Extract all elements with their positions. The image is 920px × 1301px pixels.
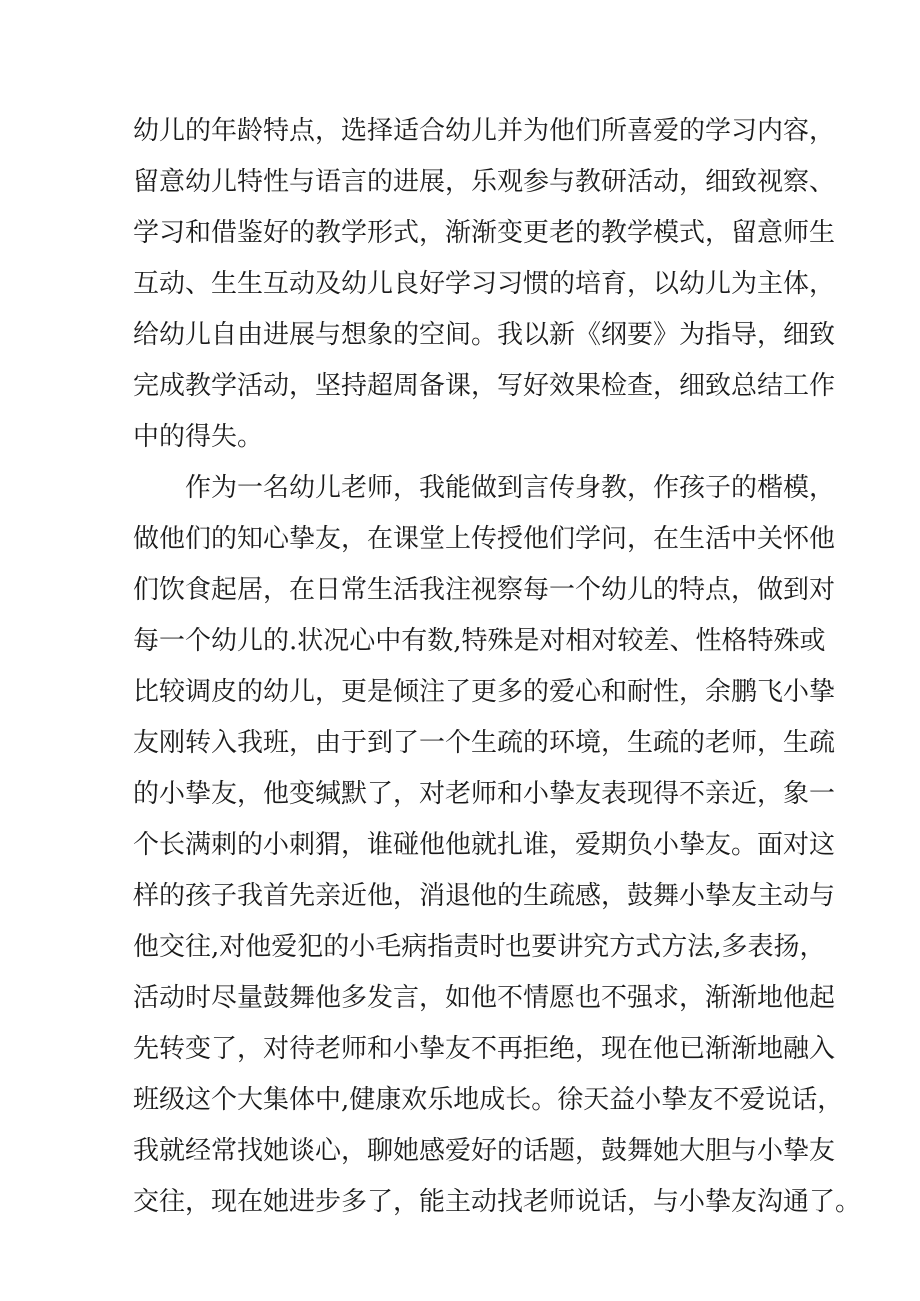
- paragraph-2-line-9: 样的孩子我首先亲近他，消退他的生疏感，鼓舞小挚友主动与: [133, 881, 836, 911]
- paragraph-1-line-2: 留意幼儿特性与语言的进展，乐观参与教研活动，细致视察、: [133, 167, 836, 197]
- paragraph-2-line-15: 交往，现在她进步多了，能主动找老师说话，与小挚友沟通了。: [133, 1187, 862, 1217]
- paragraph-2-line-4: 每一个幼儿的.状况心中有数,特殊是对相对较差、性格特殊或: [133, 626, 826, 656]
- paragraph-1-line-1: 幼儿的年龄特点，选择适合幼儿并为他们所喜爱的学习内容，: [133, 116, 836, 146]
- paragraph-2-line-1: 作为一名幼儿老师，我能做到言传身教，作孩子的楷模，: [185, 473, 836, 503]
- paragraph-1-line-5: 给幼儿自由进展与想象的空间。我以新《纲要》为指导，细致: [133, 320, 836, 350]
- paragraph-2-line-13: 班级这个大集体中,健康欢乐地成长。徐天益小挚友不爱说话，: [133, 1085, 844, 1115]
- paragraph-1-line-7: 中的得失。: [133, 422, 264, 452]
- paragraph-2-line-2: 做他们的知心挚友，在课堂上传授他们学问，在生活中关怀他: [133, 524, 836, 554]
- paragraph-1-line-3: 学习和借鉴好的教学形式，渐渐变更老的教学模式，留意师生: [133, 218, 836, 248]
- paragraph-2-line-12: 先转变了，对待老师和小挚友不再拒绝，现在他已渐渐地融入: [133, 1034, 836, 1064]
- paragraph-1-line-6: 完成教学活动，坚持超周备课，写好效果检查，细致总结工作: [133, 371, 836, 401]
- paragraph-2-line-6: 友刚转入我班，由于到了一个生疏的环境，生疏的老师，生疏: [133, 728, 836, 758]
- paragraph-2-line-8: 个长满刺的小刺猬，谁碰他他就扎谁，爱期负小挚友。面对这: [133, 830, 836, 860]
- paragraph-2-line-5: 比较调皮的幼儿，更是倾注了更多的爱心和耐性，余鹏飞小挚: [133, 677, 836, 707]
- paragraph-1-line-4: 互动、生生互动及幼儿良好学习习惯的培育，以幼儿为主体，: [133, 269, 836, 299]
- paragraph-2-line-10: 他交往,对他爱犯的小毛病指责时也要讲究方式方法,多表扬，: [133, 932, 826, 962]
- paragraph-2-line-11: 活动时尽量鼓舞他多发言，如他不情愿也不强求，渐渐地他起: [133, 983, 836, 1013]
- paragraph-2-line-3: 们饮食起居，在日常生活我注视察每一个幼儿的特点，做到对: [133, 575, 836, 605]
- paragraph-2-line-14: 我就经常找她谈心，聊她感爱好的话题，鼓舞她大胆与小挚友: [133, 1136, 836, 1166]
- paragraph-2-line-7: 的小挚友，他变缄默了，对老师和小挚友表现得不亲近，象一: [133, 779, 836, 809]
